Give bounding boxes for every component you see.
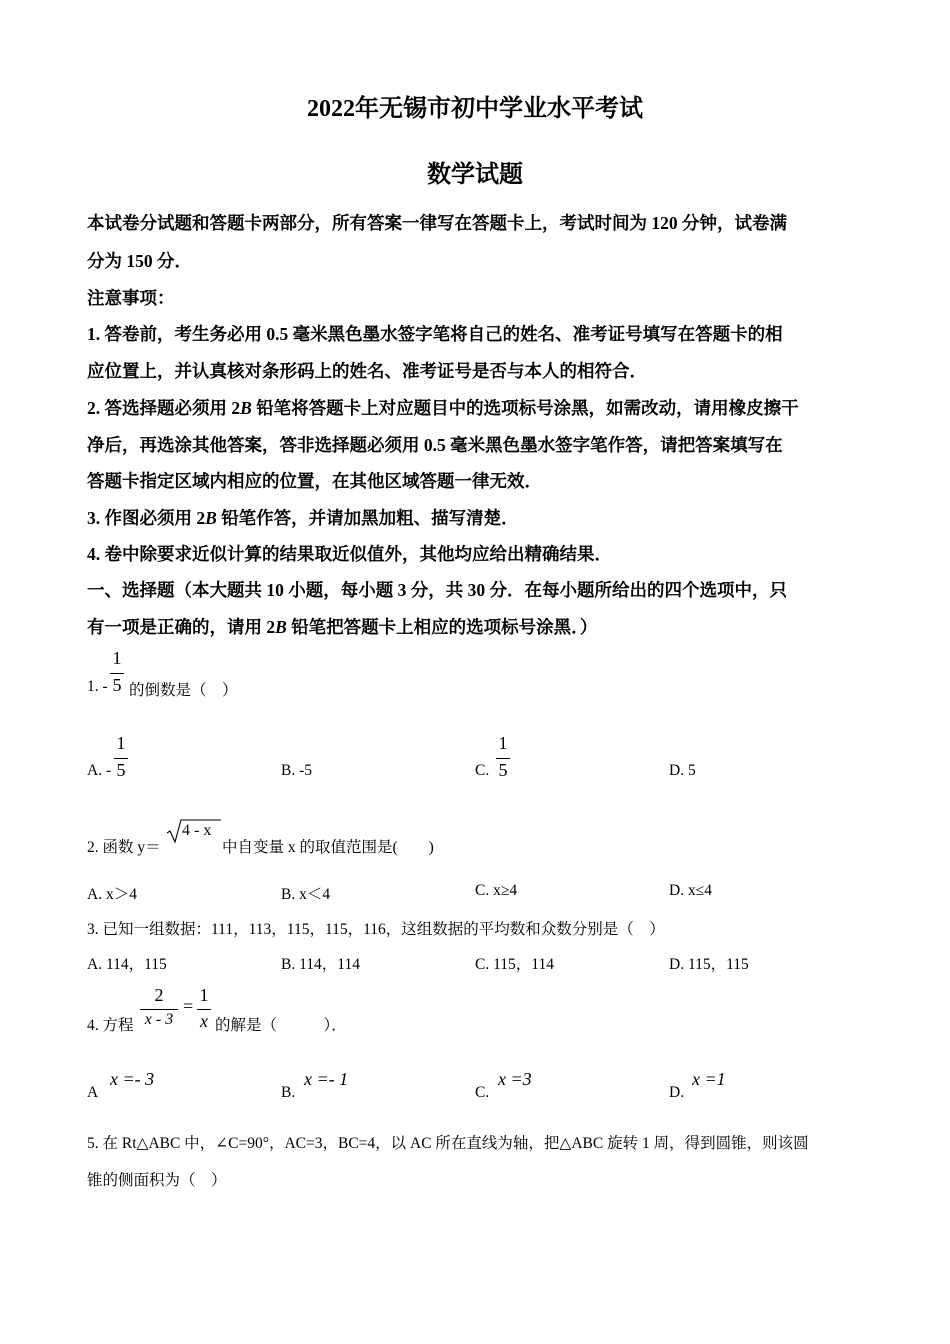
q3-option-a: A. 114，115 (87, 956, 167, 973)
q1-option-a-bar (114, 758, 128, 759)
q3-option-d: D. 115，115 (669, 956, 749, 973)
q2-option-b: B. x＜4 (281, 886, 331, 903)
q4-equals: = (183, 996, 194, 1016)
note-2-line-3: 答题卡指定区域内相应的位置，在其他区域答题一律无效． (87, 471, 542, 491)
q1-option-b: B. -5 (281, 762, 312, 779)
q3-option-b: B. 114，114 (281, 956, 360, 973)
exam-title: 2022年无锡市初中学业水平考试 (307, 96, 643, 122)
q1-option-a-prefix: A. - (87, 762, 112, 779)
section-1-line-2 (87, 614, 597, 639)
q1-fraction-denominator: 5 (112, 675, 122, 695)
q5-stem-line-1: 5. 在 Rt△ABC 中，∠C=90°，AC=3，BC=4，以 AC 所在直线为轴，把△ABC 旋转 1 周，得到圆锥，则该圆 (87, 1135, 809, 1152)
q4-option-c-value: x =3 (498, 1069, 532, 1089)
q2-option-c: C. x≥4 (475, 882, 518, 899)
q4-fraction-1-numerator: 2 (154, 985, 164, 1005)
note-2-line-2: 净后，再选涂其他答案，答非选择题必须用 0.5 毫米黑色墨水签字笔作答，请把答案填写在 (87, 435, 783, 455)
q1-option-c-denominator: 5 (498, 760, 508, 780)
section-1-text-a: 有一项是正确的，请用 2 (87, 617, 276, 637)
intro-line-2: 分为 150 分． (87, 251, 192, 271)
q4-option-a-value: x =- 3 (110, 1069, 155, 1089)
intro-line-1: 本试卷分试题和答题卡两部分，所有答案一律写在答题卡上，考试时间为 120 分钟，试卷满 (87, 213, 787, 233)
q4-option-b-value: x =- 1 (304, 1069, 349, 1089)
q4-fraction-2-denominator: x (200, 1011, 208, 1031)
note-2-text-c: 铅笔将答题卡上对应题目中的选项标号涂黑，如需改动，请用橡皮擦干 (251, 398, 799, 418)
note-3-text-a: 3. 作图必须用 2 (87, 508, 206, 528)
q4-option-c-label: C. (475, 1084, 490, 1101)
q1-option-c-bar (496, 758, 510, 759)
q3-option-c: C. 115，114 (475, 956, 554, 973)
q2-prefix: 2. 函数 y＝ (87, 839, 161, 856)
q1-stem-suffix: 的倒数是（ ） (129, 682, 238, 699)
note-1-line-1: 1. 答卷前，考生务必用 0.5 毫米黑色墨水签字笔将自己的姓名、准考证号填写在答题卡的相 (87, 324, 783, 344)
q4-stem-suffix: 的解是（ ）． (215, 1017, 347, 1034)
note-2-text-a: 2. 答选择题必须用 2 (87, 398, 241, 418)
q1-fraction-bar (110, 673, 124, 674)
q4-option-a-label: A (87, 1084, 99, 1101)
q1-prefix: 1. - (87, 678, 108, 695)
section-1-line-1: 一、选择题（本大题共 10 小题，每小题 3 分，共 30 分．在每小题所给出的四个选项中，只 (87, 580, 787, 600)
q4-fraction-1-bar (140, 1009, 178, 1010)
note-3-text-c: 铅笔作答，并请加黑加粗、描写清楚． (216, 508, 519, 528)
q1-option-a-numerator: 1 (116, 733, 126, 753)
note-2-line-1 (87, 395, 799, 420)
q2-radicand: 4 - x (182, 822, 212, 839)
notes-heading: 注意事项： (87, 288, 175, 308)
q5-stem-line-2: 锥的侧面积为（ ） (87, 1172, 227, 1189)
q1-option-c-prefix: C. (475, 762, 490, 779)
section-1-pencil-b: B (275, 617, 287, 637)
q3-stem: 3. 已知一组数据：111，113，115，115，116，这组数据的平均数和众数分别是（ ） (87, 921, 665, 938)
note-2-pencil-b: B (240, 398, 252, 418)
q4-prefix: 4. 方程 (87, 1017, 134, 1034)
q1-option-d: D. 5 (669, 762, 696, 779)
q1-option-a-denominator: 5 (116, 760, 126, 780)
q4-option-d-label: D. (669, 1084, 685, 1101)
q4-fraction-2-numerator: 1 (199, 985, 209, 1005)
note-3 (87, 505, 519, 530)
q2-stem-suffix: 中自变量 x 的取值范围是( ) (222, 839, 434, 856)
q4-fraction-1-denominator: x - 3 (144, 1011, 174, 1028)
q1-option-c-numerator: 1 (498, 733, 508, 753)
q1-fraction-numerator: 1 (112, 648, 122, 668)
exam-subtitle: 数学试题 (427, 162, 523, 188)
q4-option-d-value: x =1 (692, 1069, 726, 1089)
q4-option-b-label: B. (281, 1084, 296, 1101)
q2-option-a: A. x＞4 (87, 886, 137, 903)
note-4: 4. 卷中除要求近似计算的结果取近似值外，其他均应给出精确结果． (87, 544, 612, 564)
note-3-pencil-b: B (205, 508, 217, 528)
section-1-text-c: 铅笔把答题卡上相应的选项标号涂黑．） (286, 617, 598, 637)
q4-fraction-2-bar (197, 1009, 211, 1010)
note-1-line-2: 应位置上，并认真核对条形码上的姓名、准考证号是否与本人的相符合． (87, 361, 647, 381)
q2-option-d: D. x≤4 (669, 882, 712, 899)
